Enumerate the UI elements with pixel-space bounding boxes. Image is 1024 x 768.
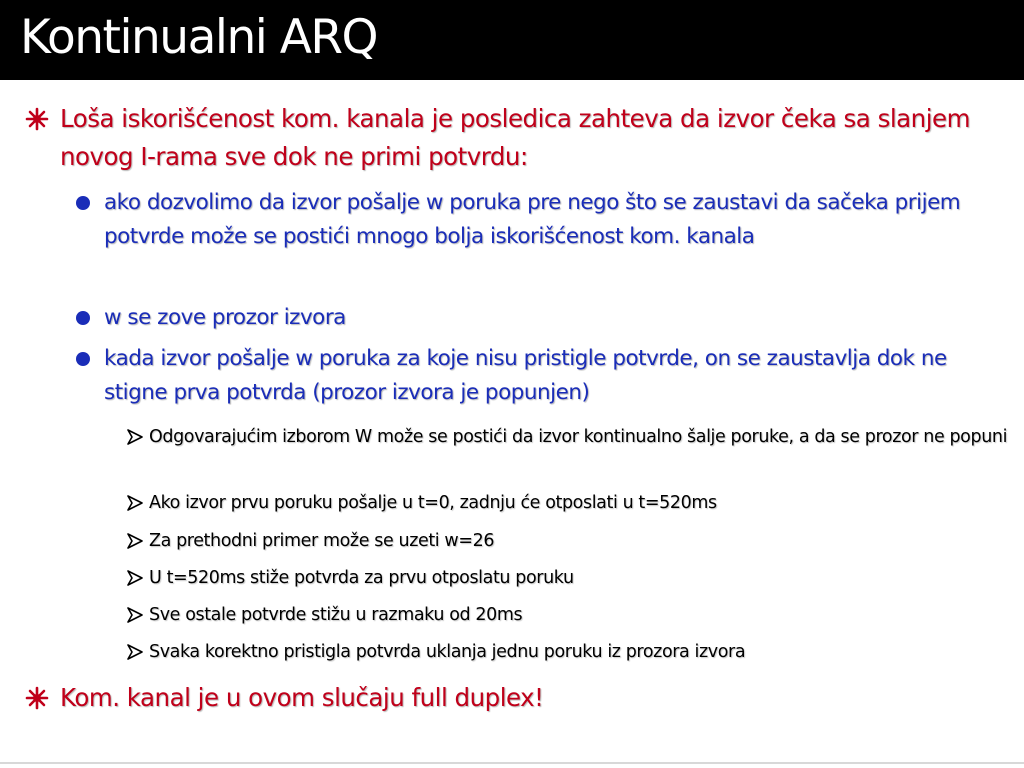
arrowhead-bullet-icon	[126, 569, 144, 587]
arrowhead-bullet-icon	[126, 532, 144, 550]
arrowhead-bullet-icon	[126, 643, 144, 661]
arrowhead-bullet-icon	[126, 606, 144, 624]
bullet-level2-text: w se zove prozor izvora	[104, 305, 346, 330]
bullet-level1-text: Loša iskorišćenost kom. kanala je posledica zahteva da izvor čeka sa slanjem novog I-rama sve dok ne primi potvrdu:	[60, 104, 970, 171]
circle-bullet-icon	[76, 311, 90, 325]
bullet-level1-text: Kom. kanal je u ovom slučaju full duplex!	[60, 683, 544, 712]
bullet-level3-text: U t=520ms stiže potvrda za prvu otposlatu poruku	[149, 568, 574, 588]
bullet-level3-text: Svaka korektno pristigla potvrda uklanja jednu poruku iz prozora izvora	[149, 642, 746, 662]
bullet-level3-text: Sve ostale potvrde stižu u razmaku od 20ms	[149, 605, 523, 625]
footer-divider	[0, 762, 1024, 764]
bullet-level3-text: Ako izvor prvu poruku pošalje u t=0, zadnju će otposlati u t=520ms	[149, 493, 717, 513]
circle-bullet-icon	[76, 196, 90, 210]
slide-title: Kontinualni ARQ	[20, 10, 378, 65]
asterisk-bullet-icon	[24, 685, 50, 711]
bullet-level3-text: Odgovarajućim izborom W može se postići da izvor kontinualno šalje poruke, a da se prozor ne popuni	[149, 427, 1008, 447]
bullet-level3-text: Za prethodni primer može se uzeti w=26	[149, 531, 495, 551]
asterisk-bullet-icon	[24, 106, 50, 132]
bullet-level2-text: ako dozvolimo da izvor pošalje w poruka pre nego što se zaustavi da sačeka prijem potvrde može se postići mnogo bolja iskorišćenost kom. kanala	[104, 190, 961, 249]
arrowhead-bullet-icon	[126, 494, 144, 512]
arrowhead-bullet-icon	[126, 428, 144, 446]
bullet-level2-text: kada izvor pošalje w poruka za koje nisu pristigle potvrde, on se zaustavlja dok ne stigne prva potvrda (prozor izvora je popunjen)	[104, 346, 947, 405]
circle-bullet-icon	[76, 352, 90, 366]
